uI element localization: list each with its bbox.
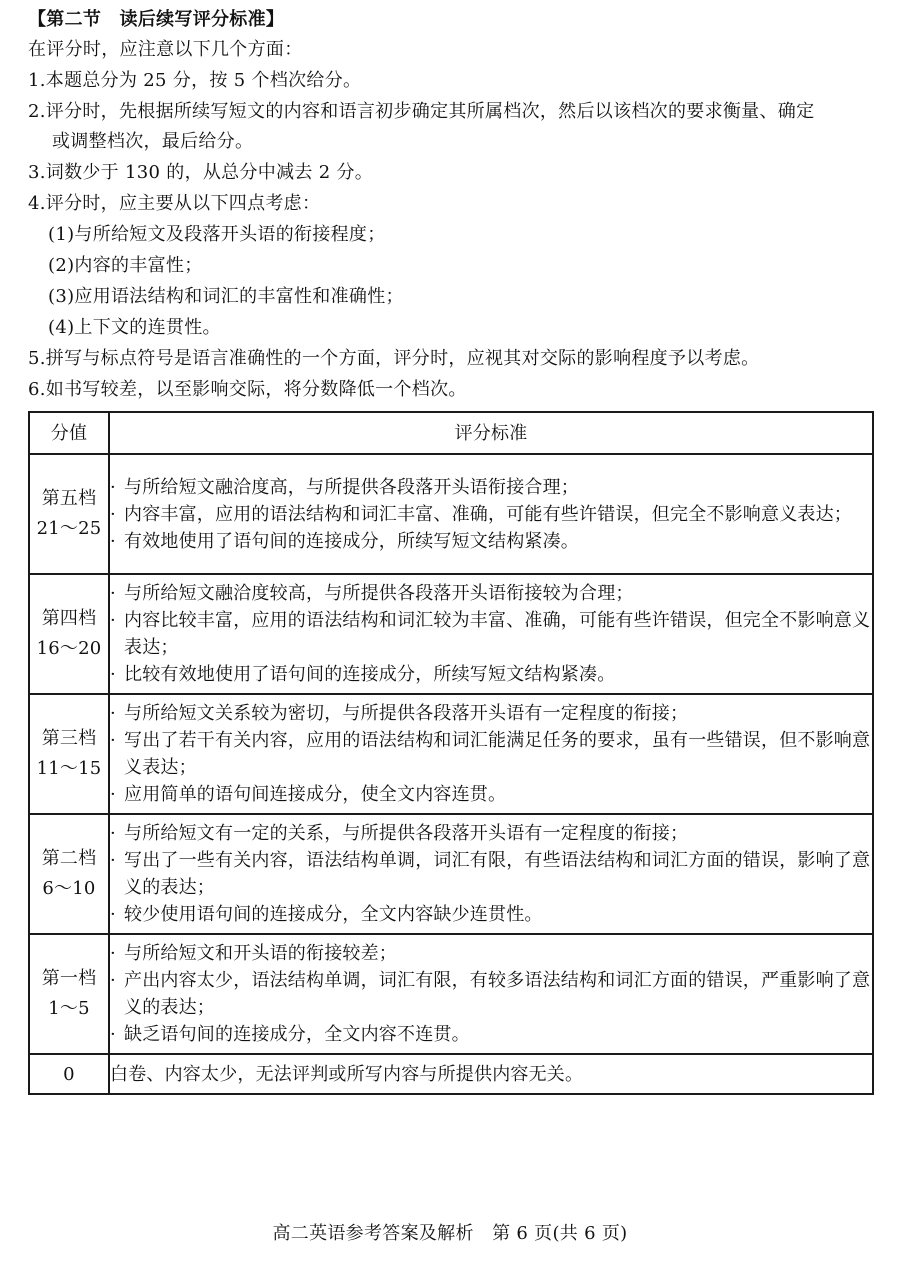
- level-range: 16～20: [36, 638, 102, 659]
- bullet-dot: ·: [110, 970, 116, 991]
- level-name: 第二档: [41, 848, 97, 869]
- rule-2: 2.评分时，先根据所续写短文的内容和语言初步确定其所属档次，然后以该档次的要求衡量、确定: [28, 101, 815, 122]
- bullet-dot: ·: [110, 730, 116, 751]
- criteria-cell: [109, 694, 873, 814]
- criteria-item: · 内容丰富，应用的语法结构和词汇丰富、准确，可能有些许错误，但完全不影响意义表达；: [110, 501, 872, 528]
- level-name: 第一档: [41, 968, 97, 989]
- page-footer: 高二英语参考答案及解析 第 6 页(共 6 页): [272, 1223, 628, 1244]
- criteria-item: · 与所给短文融洽度高，与所提供各段落开头语衔接合理；: [110, 474, 872, 501]
- bullet-dot: ·: [110, 610, 116, 631]
- bullet-dot: ·: [110, 850, 116, 871]
- rule-3: 3.词数少于 130 的，从总分中减去 2 分。: [28, 162, 374, 183]
- zero-score: 0: [29, 1054, 109, 1094]
- rule-4: 4.评分时，应主要从以下四点考虑：: [28, 193, 321, 214]
- criteria-item: · 与所给短文关系较为密切，与所提供各段落开头语有一定程度的衔接；: [110, 700, 872, 727]
- table-row-zero: [29, 1054, 873, 1094]
- bullet-dot: ·: [110, 904, 116, 925]
- rule-4-point-4: (4)上下文的连贯性。: [48, 317, 221, 338]
- criteria-item: · 较少使用语句间的连接成分，全文内容缺少连贯性。: [110, 901, 872, 928]
- criteria-item: · 内容比较丰富，应用的语法结构和词汇较为丰富、准确，可能有些许错误，但完全不影响意义表达；: [110, 607, 872, 661]
- level-cell: [29, 934, 109, 1054]
- rule-6: 6.如书写较差，以至影响交际，将分数降低一个档次。: [28, 379, 467, 400]
- section-title: 【第二节 读后续写评分标准】: [28, 9, 285, 30]
- table-header-row: [29, 412, 873, 454]
- rule-2-continued: 或调整档次，最后给分。: [52, 131, 254, 152]
- bullet-dot: ·: [110, 823, 116, 844]
- bullet-dot: ·: [110, 530, 116, 552]
- level-name: 第四档: [41, 608, 97, 629]
- header-score: 分值: [29, 412, 109, 454]
- criteria-cell: [109, 454, 873, 574]
- table-row: [29, 934, 873, 1054]
- criteria-cell: [109, 574, 873, 694]
- criteria-item: · 写出了一些有关内容，语法结构单调，词汇有限，有些语法结构和词汇方面的错误，影响了意义的表达；: [110, 847, 872, 901]
- criteria-item: · 有效地使用了语句间的连接成分，所续写短文结构紧凑。: [110, 528, 872, 555]
- table-row: [29, 574, 873, 694]
- criteria-cell: [109, 934, 873, 1054]
- rule-4-point-3: (3)应用语法结构和词汇的丰富性和准确性；: [48, 286, 404, 307]
- bullet-dot: ·: [110, 664, 116, 685]
- table-row: [29, 454, 873, 574]
- header-criteria: 评分标准: [109, 412, 873, 454]
- criteria-item: · 缺乏语句间的连接成分，全文内容不连贯。: [110, 1021, 872, 1048]
- criteria-item: · 与所给短文和开头语的衔接较差；: [110, 940, 872, 967]
- table-row: [29, 814, 873, 934]
- bullet-dot: ·: [110, 1024, 116, 1045]
- zero-criteria: 白卷、内容太少，无法评判或所写内容与所提供内容无关。: [109, 1054, 873, 1094]
- bullet-dot: ·: [110, 503, 116, 525]
- criteria-item: · 应用简单的语句间连接成分，使全文内容连贯。: [110, 781, 872, 808]
- criteria-item: · 产出内容太少，语法结构单调，词汇有限，有较多语法结构和词汇方面的错误，严重影响了意义的表达；: [110, 967, 872, 1021]
- criteria-item: · 与所给短文有一定的关系，与所提供各段落开头语有一定程度的衔接；: [110, 820, 872, 847]
- criteria-item: · 比较有效地使用了语句间的连接成分，所续写短文结构紧凑。: [110, 661, 872, 688]
- bullet-dot: ·: [110, 784, 116, 805]
- level-cell: [29, 814, 109, 934]
- criteria-item: · 与所给短文融洽度较高，与所提供各段落开头语衔接较为合理；: [110, 580, 872, 607]
- bullet-dot: ·: [110, 476, 116, 498]
- rule-4-point-2: (2)内容的丰富性；: [48, 255, 203, 276]
- level-range: 6～10: [42, 878, 96, 899]
- rule-4-point-1: (1)与所给短文及段落开头语的衔接程度；: [48, 224, 386, 245]
- scoring-rubric-table: [28, 411, 874, 1095]
- bullet-dot: ·: [110, 703, 116, 724]
- bullet-dot: ·: [110, 943, 116, 964]
- level-cell: [29, 574, 109, 694]
- rule-5: 5.拼写与标点符号是语言准确性的一个方面，评分时，应视其对交际的影响程度予以考虑。: [28, 348, 760, 369]
- level-name: 第三档: [41, 728, 97, 749]
- criteria-cell: [109, 814, 873, 934]
- bullet-dot: ·: [110, 583, 116, 604]
- level-cell: [29, 454, 109, 574]
- level-name: 第五档: [41, 488, 97, 509]
- table-row: [29, 694, 873, 814]
- level-cell: [29, 694, 109, 814]
- criteria-item: · 写出了若干有关内容，应用的语法结构和词汇能满足任务的要求，虽有一些错误，但不影响意义表达；: [110, 727, 872, 781]
- level-range: 1～5: [48, 998, 90, 1019]
- rule-1: 1.本题总分为 25 分，按 5 个档次给分。: [28, 70, 362, 91]
- level-range: 11～15: [36, 758, 102, 779]
- level-range: 21～25: [36, 518, 102, 539]
- intro-text: 在评分时，应注意以下几个方面：: [28, 39, 303, 60]
